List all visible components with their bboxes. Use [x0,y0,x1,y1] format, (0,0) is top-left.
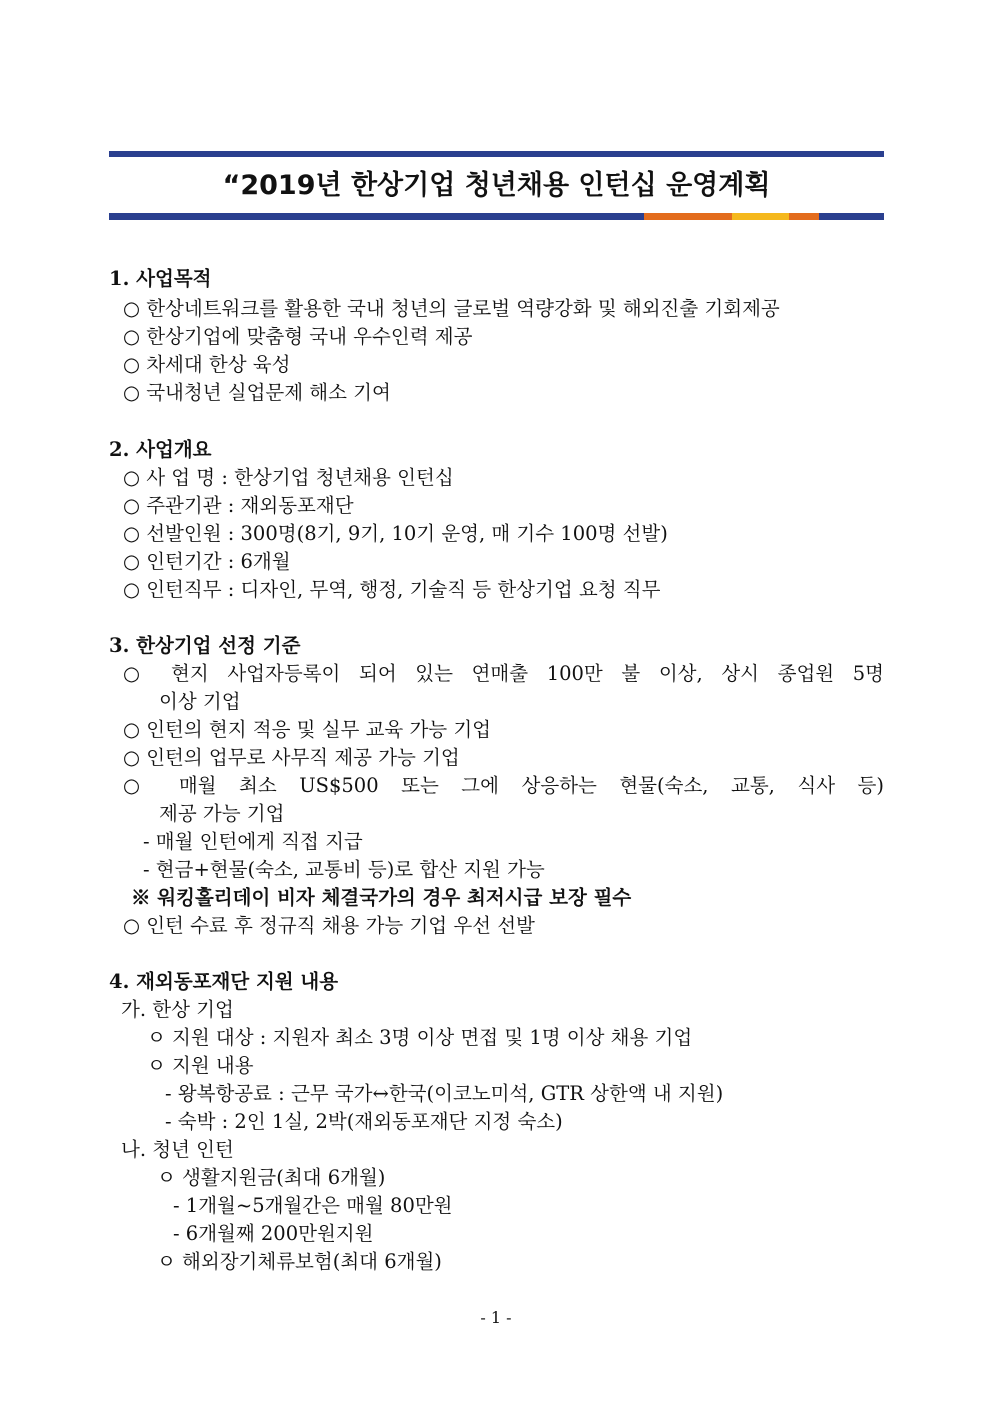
section4-b-sub-2: - 6개월째 200만원지원 [173,1222,374,1245]
section4-subheading-b: 나. 청년 인턴 [121,1138,234,1161]
section1-item-4: ○ 국내청년 실업문제 해소 기여 [123,381,391,404]
title-block [109,151,884,222]
section3-sub-2: - 현금+현물(숙소, 교통비 등)로 합산 지원 가능 [143,858,545,881]
section3-item-1-line-2: 이상 기업 [159,690,241,713]
section1-item-1: ○ 한상네트워크를 활용한 국내 청년의 글로벌 역량강화 및 해외진출 기회제공 [123,297,780,320]
section4-subheading-a: 가. 한상 기업 [121,998,234,1021]
title-top-bar [109,151,884,157]
section3-item-2: ○ 인턴의 현지 적응 및 실무 교육 가능 기업 [123,718,491,741]
accent-bar-orange-left [644,213,732,220]
section2-item-3: ○ 선발인원 : 300명(8기, 9기, 10기 운영, 매 기수 100명 선발) [123,522,668,545]
section3-item-4-line-2: 제공 가능 기업 [159,802,285,825]
section3-sub-1: - 매월 인턴에게 직접 지급 [143,830,363,853]
section2-item-1: ○ 사 업 명 : 한상기업 청년채용 인턴십 [123,466,454,489]
page-title: “2019년 한상기업 청년채용 인턴십 운영계획 [222,170,771,201]
section3-item-5: ○ 인턴 수료 후 정규직 채용 가능 기업 우선 선발 [123,914,535,937]
accent-bar-yellow [732,213,789,220]
accent-bar-orange-right [789,213,819,220]
section4-b-sub-1: - 1개월~5개월간은 매월 80만원 [173,1194,453,1217]
section2-item-2: ○ 주관기관 : 재외동포재단 [123,494,354,517]
section3-item-4-line-1: ○ 매월 최소 US$500 또는 그에 상응하는 현물(숙소, 교통, 식사 등) [123,774,884,797]
section4-a-item-2: ㅇ 지원 내용 [147,1054,254,1077]
page-number: - 1 - [480,1308,512,1327]
section3-item-1-line-1: ○ 현지 사업자등록이 되어 있는 연매출 100만 불 이상, 상시 종업원 5명 [123,662,884,685]
section4-a-sub-2: - 숙박 : 2인 1실, 2박(재외동포재단 지정 숙소) [165,1110,563,1133]
section2-heading: 2. 사업개요 [109,438,212,461]
section4-b-item-2: ㅇ 해외장기체류보험(최대 6개월) [157,1250,442,1273]
section4-b-item-1: ㅇ 생활지원금(최대 6개월) [157,1166,386,1189]
section1-item-3: ○ 차세대 한상 육성 [123,353,291,376]
section3-item-3: ○ 인턴의 업무로 사무직 제공 가능 기업 [123,746,460,769]
section2-item-5: ○ 인턴직무 : 디자인, 무역, 행정, 기술직 등 한상기업 요청 직무 [123,578,661,601]
section1-item-2: ○ 한상기업에 맞춤형 국내 우수인력 제공 [123,325,473,348]
section3-note: ※ 워킹홀리데이 비자 체결국가의 경우 최저시급 보장 필수 [131,886,632,909]
section2-item-4: ○ 인턴기간 : 6개월 [123,550,291,573]
section3-heading: 3. 한상기업 선정 기준 [109,634,301,657]
section4-heading: 4. 재외동포재단 지원 내용 [109,970,339,993]
section4-a-item-1: ㅇ 지원 대상 : 지원자 최소 3명 이상 면접 및 1명 이상 채용 기업 [147,1026,693,1049]
section4-a-sub-1: - 왕복항공료 : 근무 국가↔한국(이코노미석, GTR 상한액 내 지원) [165,1082,724,1105]
section1-heading: 1. 사업목적 [109,267,212,290]
